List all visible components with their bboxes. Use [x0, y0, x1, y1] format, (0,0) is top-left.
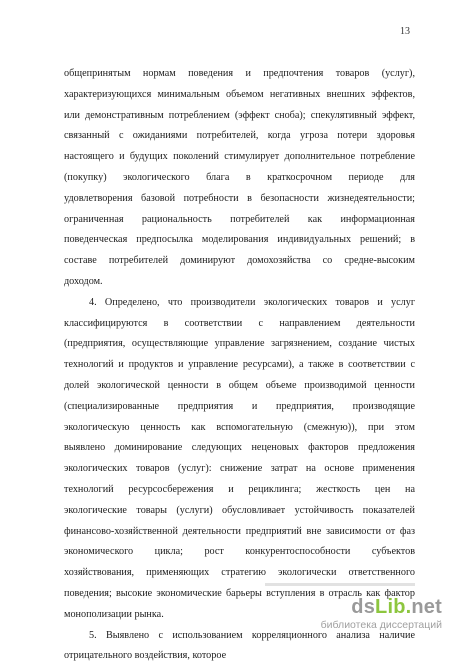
text-line: настоящего и будущих поколений стимулирует дополнительное потребление — [64, 151, 415, 163]
text-line: монополизации рынка. — [64, 608, 164, 620]
text-line: 5. Выявлено с использованием корреляционного анализа наличие — [89, 629, 415, 641]
text-line: технологий ресурсосбережения и рециклинга; жесткость цен на — [64, 484, 415, 495]
watermark-logo-lib: Lib — [375, 596, 406, 618]
text-line: или демонстративным потреблением (эффект сноба); спекулятивный эффект, — [64, 109, 415, 121]
watermark-logo — [321, 596, 442, 618]
watermark-logo-net: net — [411, 596, 442, 618]
text-line: финансово-хозяйственной деятельности предприятий вне зависимости от фаз — [64, 525, 415, 537]
text-line: общепринятым нормам поведения и предпочтения товаров (услуг), — [64, 68, 415, 79]
text-line: составе потребителей доминируют домохозяйства со средне-высоким — [64, 255, 415, 267]
text-line: классифицируются в соответствии с направлением деятельности — [64, 317, 415, 329]
text-line: экономического цикла; рост конкурентоспособности субъектов — [64, 546, 415, 558]
text-line: экологических товаров (услуг): снижение затрат на основе применения — [64, 463, 415, 475]
text-line: связанный с ожиданиями потребителей, когда угроза потери здоровья — [64, 130, 415, 142]
text-line: выявлено доминирование следующих неценовых факторов предложения — [64, 442, 415, 454]
faded-text-fragment — [265, 583, 415, 586]
text-line: 4. Определено, что производители экологических товаров и услуг — [89, 296, 415, 308]
text-line: (предприятия, осуществляющие управление загрязнением, создание чистых — [64, 338, 415, 350]
watermark-logo-ds: ds — [351, 596, 376, 618]
text-line: экологическую ценность как вспомогательную (смежную)), при этом — [64, 421, 415, 433]
text-line: технологий и продуктов и управление ресурсами), а также в соответствии с — [64, 359, 415, 371]
text-line: (специализированные предприятия и предприятия, производящие — [64, 400, 415, 412]
watermark-subtitle: библиотека диссертаций — [320, 619, 442, 631]
text-line: (покупку) экологического блага в краткосрочном периоде для — [64, 172, 415, 183]
text-line: отрицательного воздействия, которое — [64, 650, 227, 662]
text-line: ограниченная рациональность потребителей как информационная — [64, 213, 415, 225]
text-line: поведения; высокие экономические барьеры вступления в отрасль как фактор — [64, 588, 415, 599]
text-line: экологические товары (услуги) обусловливает устойчивость показателей — [64, 504, 415, 516]
text-line: поведенческая предпосылка моделирования индивидуальных решений; в — [64, 234, 415, 246]
dslib-watermark — [321, 596, 442, 631]
text-line: доходом. — [64, 276, 103, 287]
text-line: долей экологической ценности в общем объеме производимой ценности — [64, 380, 415, 391]
text-line: характеризующихся минимальным объемом негативных внешних эффектов, — [64, 88, 415, 100]
text-line: удовлетворения базовой потребности в безопасности жизнедеятельности; — [64, 192, 415, 204]
watermark-logo-dot: . — [405, 596, 412, 618]
page-number: 13 — [400, 26, 410, 37]
text-line: хозяйствования, применяющих стратегию экологически ответственного — [64, 567, 415, 579]
